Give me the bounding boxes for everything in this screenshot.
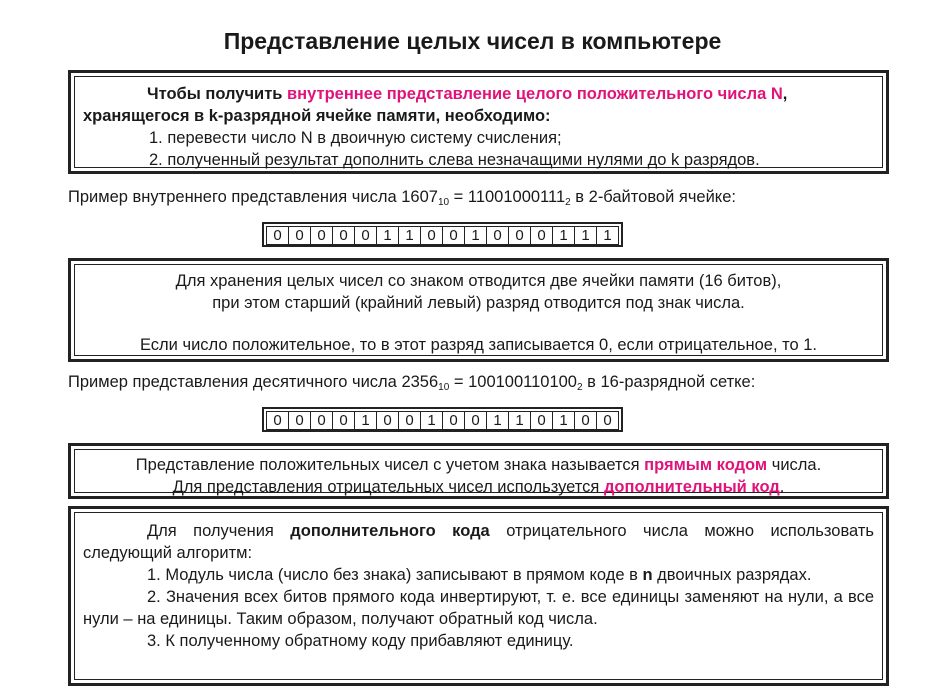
code-types-l2-post: .	[779, 478, 785, 496]
bit-grid-2	[262, 407, 623, 432]
grid-2-bit-13: 1	[552, 411, 575, 430]
algorithm-intro	[83, 520, 874, 564]
example-1-base-2: 2	[565, 197, 571, 208]
grid-1-bit-0: 0	[266, 226, 289, 245]
code-types-line-2	[79, 476, 878, 498]
algorithm-step-1-pre: 1. Модуль числа (число без знака) записывают в прямом коде в	[147, 566, 643, 584]
algorithm-intro-pre: Для получения	[147, 522, 291, 540]
definition-text	[83, 83, 876, 171]
grid-2-bit-8: 0	[442, 411, 465, 430]
example-1-base-10: 10	[437, 197, 450, 208]
example-2-base-2: 2	[576, 382, 583, 393]
grid-2-bit-12: 0	[530, 411, 553, 430]
grid-2-bit-9: 0	[464, 411, 487, 430]
example-2-caption	[68, 373, 755, 393]
example-1-caption	[68, 188, 736, 208]
grid-2-bit-7: 1	[420, 411, 443, 430]
definition-line-2: хранящегося в k-разрядной ячейке памяти, необходимо:	[83, 107, 551, 125]
grid-1-bit-10: 0	[486, 226, 509, 245]
complement-code-term: дополнительный код	[603, 478, 780, 496]
signed-info-line-3: Если число положительное, то в этот разряд записывается 0, если отрицательное, то 1.	[139, 336, 818, 354]
algorithm-step-1-n: n	[642, 566, 653, 584]
definition-highlight: внутреннее представление целого положительного числа N	[287, 85, 783, 103]
grid-2-bit-0: 0	[266, 411, 289, 430]
grid-1-bit-12: 0	[530, 226, 553, 245]
grid-1-bit-13: 1	[552, 226, 575, 245]
algorithm-step-1-post: двоичных разрядах.	[652, 566, 812, 584]
code-types-box-inner	[74, 449, 883, 496]
grid-1-bit-1: 0	[288, 226, 311, 245]
code-types-box	[68, 443, 889, 499]
signed-info-line-2: при этом старший (крайний левый) разряд отводится под знак числа.	[212, 294, 745, 312]
example-2-base-10: 10	[438, 382, 450, 393]
definition-line-1	[83, 83, 876, 105]
grid-1-bit-14: 1	[574, 226, 597, 245]
grid-2-bit-2: 0	[310, 411, 333, 430]
definition-box	[68, 70, 889, 174]
example-1-post: в 2-байтовой ячейке:	[570, 188, 736, 206]
grid-1-bit-4: 0	[354, 226, 377, 245]
grid-2-bit-4: 1	[354, 411, 377, 430]
example-1-binary: = 11001000111	[449, 188, 566, 206]
code-types-text	[79, 454, 878, 498]
algorithm-step-1	[83, 564, 874, 586]
code-types-l1-post: числа.	[767, 456, 822, 474]
grid-2-bit-3: 0	[332, 411, 355, 430]
signed-info-text	[79, 270, 878, 356]
example-2-post: в 16-разрядной сетке:	[582, 373, 756, 391]
example-2-binary: = 100100110100	[449, 373, 577, 391]
example-1-pre: Пример внутреннего представления числа 1607	[68, 188, 438, 206]
grid-1-bit-8: 0	[442, 226, 465, 245]
signed-info-box-inner	[74, 264, 883, 356]
algorithm-box	[68, 506, 889, 686]
grid-2-bit-11: 1	[508, 411, 531, 430]
definition-lead: Чтобы получить	[147, 85, 288, 103]
definition-step-1: 1. перевести число N в двоичную систему счисления;	[149, 129, 562, 147]
grid-2-bit-14: 0	[574, 411, 597, 430]
algorithm-step-3: 3. К полученному обратному коду прибавляют единицу.	[147, 632, 574, 650]
code-types-line-1	[79, 454, 878, 476]
grid-1-bit-6: 1	[398, 226, 421, 245]
definition-step-2: 2. полученный результат дополнить слева незначащими нулями до k разрядов.	[149, 151, 760, 169]
grid-2-bit-5: 0	[376, 411, 399, 430]
bit-grid-1	[262, 222, 623, 247]
grid-2-bit-1: 0	[288, 411, 311, 430]
algorithm-box-inner	[74, 512, 883, 680]
page-title: Представление целых чисел в компьютере	[223, 28, 722, 54]
grid-1-bit-9: 1	[464, 226, 487, 245]
grid-2-bit-10: 1	[486, 411, 509, 430]
algorithm-intro-term: дополнительного кода	[290, 522, 490, 540]
algorithm-step-2: 2. Значения всех битов прямого кода инвертируют, т. е. все единицы заменяют на нули, а все нули – на единицы. Таким образом, получают обратный код числа.	[83, 588, 874, 628]
grid-1-bit-2: 0	[310, 226, 333, 245]
grid-1-bit-7: 0	[420, 226, 443, 245]
algorithm-text	[83, 520, 874, 652]
grid-1-bit-3: 0	[332, 226, 355, 245]
algorithm-intro-post: отрицательного числа можно использовать следующий алгоритм:	[83, 522, 874, 562]
grid-2-bit-15: 0	[596, 411, 619, 430]
grid-1-bit-15: 1	[596, 226, 619, 245]
definition-tail: ,	[782, 85, 788, 103]
example-2-pre: Пример представления десятичного числа 2356	[68, 373, 439, 391]
code-types-l2-pre: Для представления отрицательных чисел используется	[172, 478, 604, 496]
grid-1-bit-11: 0	[508, 226, 531, 245]
grid-1-bit-5: 1	[376, 226, 399, 245]
grid-2-bit-6: 0	[398, 411, 421, 430]
signed-info-box	[68, 258, 889, 362]
signed-info-line-1: Для хранения целых чисел со знаком отводится две ячейки памяти (16 битов),	[175, 272, 782, 290]
definition-box-inner	[74, 76, 883, 168]
code-types-l1-pre: Представление положительных чисел с учетом знака называется	[135, 456, 645, 474]
direct-code-term: прямым кодом	[644, 456, 768, 474]
